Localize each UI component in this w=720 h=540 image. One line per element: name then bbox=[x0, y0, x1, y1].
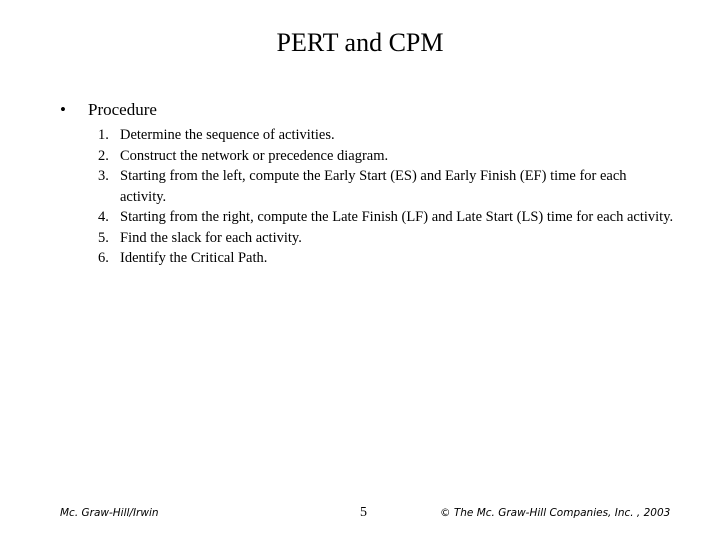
step-text: Starting from the right, compute the Late Finish (LF) and Late Start (LS) time for each activity. bbox=[120, 209, 674, 225]
step-number: 1. bbox=[98, 127, 109, 143]
bullet-icon: • bbox=[60, 100, 66, 119]
step-number: 3. bbox=[98, 168, 109, 184]
footer-page-number: 5 bbox=[360, 505, 367, 520]
step-item bbox=[94, 166, 674, 207]
footer-copyright: © The Mc. Graw-Hill Companies, Inc. , 2003 bbox=[440, 507, 671, 519]
step-number: 6. bbox=[98, 250, 109, 266]
step-text: Determine the sequence of activities. bbox=[120, 127, 335, 143]
step-item bbox=[94, 248, 674, 269]
slide-title: PERT and CPM bbox=[276, 28, 444, 57]
procedure-steps-list bbox=[94, 125, 674, 269]
step-item bbox=[94, 228, 674, 249]
step-item bbox=[94, 207, 674, 228]
footer-publisher: Mc. Graw-Hill/Irwin bbox=[60, 507, 159, 519]
step-text: Find the slack for each activity. bbox=[120, 229, 302, 246]
bullet-label: Procedure bbox=[88, 100, 157, 119]
bullet-item-procedure bbox=[60, 98, 157, 122]
step-text: Identify the Critical Path. bbox=[120, 250, 268, 266]
step-text: Starting from the left, compute the Early Start (ES) and Early Finish (EF) time for each activity. bbox=[120, 168, 627, 205]
step-item bbox=[94, 146, 674, 167]
step-number: 5. bbox=[98, 229, 109, 246]
step-number: 2. bbox=[98, 147, 109, 164]
step-number: 4. bbox=[98, 209, 109, 225]
step-item bbox=[94, 125, 674, 146]
step-text: Construct the network or precedence diagram. bbox=[120, 147, 389, 164]
